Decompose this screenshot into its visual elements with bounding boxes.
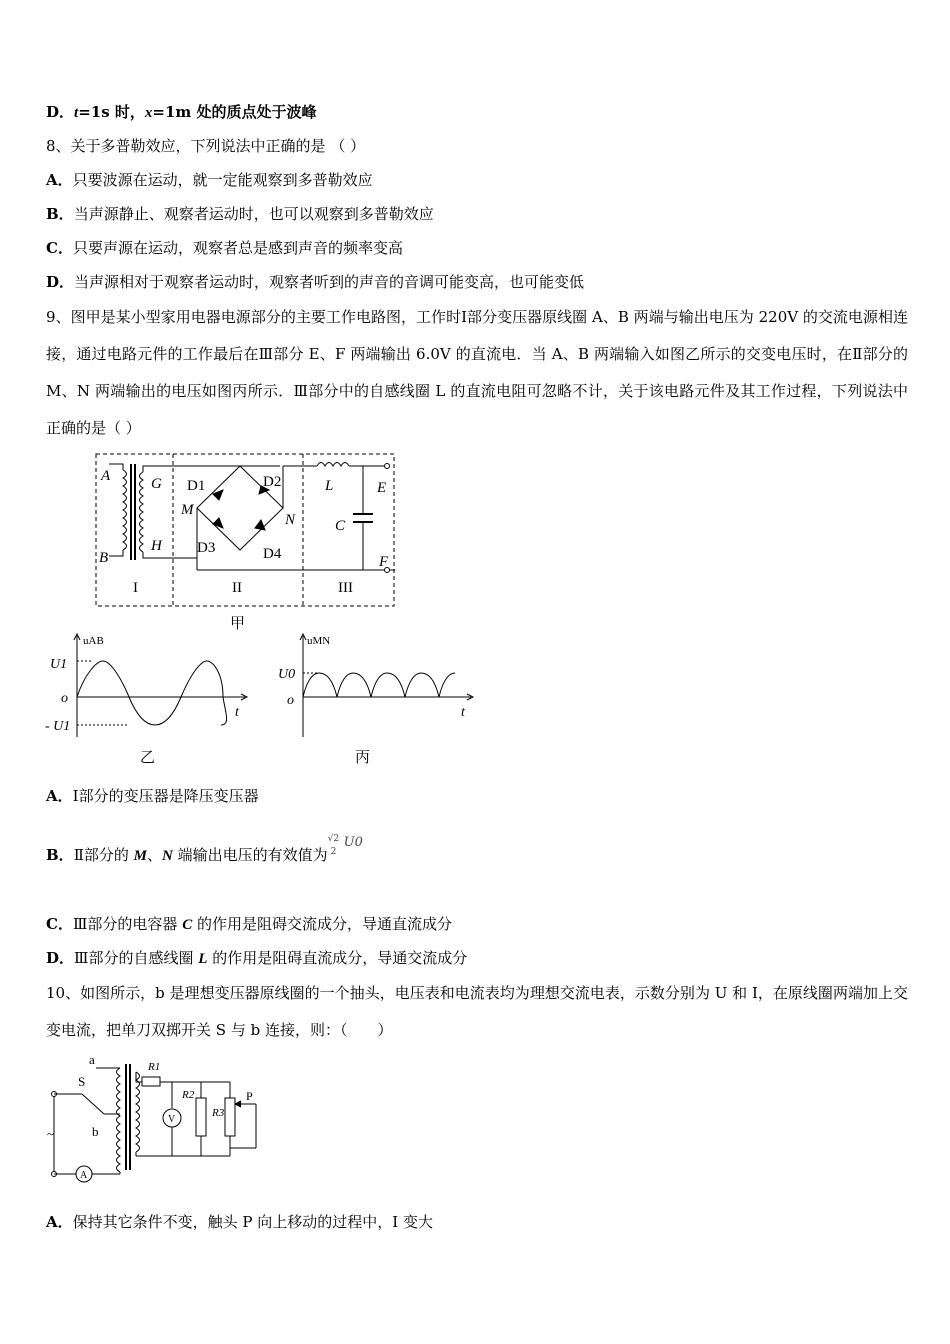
label-e: E xyxy=(377,480,387,496)
diode-d4 xyxy=(255,520,265,530)
label-d2: D2 xyxy=(263,474,282,490)
q9-stem: 9、图甲是某小型家用电器电源部分的主要工作电路图，工作时Ⅰ部分变压器原线圈 A、B 两端与输出电压为 220V 的交流电源相连接，通过电路元件的工作最后在Ⅲ部分 E、F 两端输出 6.0V 的直流电．当 A、B 两端输入如图乙所示的交变电压时，在Ⅱ部分的 M、N 两端输出的电压如图丙所示．Ⅲ部分中的自感线圈 L 的直流电阻可忽略不计，关于该电路元件及其工作过程，下列说法中正确的是（ ） xyxy=(46,308,908,437)
graph-yi-neg-u1: - U1 xyxy=(45,719,71,734)
label-d1: D1 xyxy=(187,478,206,494)
secondary-coil-q10 xyxy=(136,1072,140,1152)
q8-option-c: C．只要声源在运动，观察者总是感到声音的频率变高 xyxy=(46,239,403,257)
primary-coil-q10 xyxy=(117,1068,121,1172)
graph-bing-origin: o xyxy=(287,693,294,708)
q7-option-d: D．t=1s 时，x=1m 处的质点处于波峰 xyxy=(46,103,317,121)
diode-d3 xyxy=(213,518,223,528)
q9-option-b: B．Ⅱ部分的 M、N 端输出电压的有效值为 √2 2 U0 xyxy=(46,834,363,864)
q10-label-a: a xyxy=(89,1052,95,1067)
graph-yi-u1: U1 xyxy=(50,657,68,672)
label-m: M xyxy=(181,502,194,518)
q10-circuit-diagram xyxy=(44,1052,274,1187)
q10-voltmeter-label: V xyxy=(168,1114,176,1125)
graph-bing-rectified xyxy=(303,673,455,697)
label-d3: D3 xyxy=(197,540,216,556)
q10-label-p: P xyxy=(246,1089,253,1103)
label-n: N xyxy=(285,512,296,528)
q8-stem: 8、关于多普勒效应，下列说法中正确的是 （ ） xyxy=(46,137,366,155)
label-c: C xyxy=(335,518,346,534)
switch-s xyxy=(82,1094,104,1114)
label-h: H xyxy=(151,538,162,554)
q9-circuit-diagram xyxy=(95,450,405,635)
section-3-label: III xyxy=(338,580,353,596)
q10-label-b: b xyxy=(92,1124,99,1139)
graph-yi-t: t xyxy=(235,705,239,720)
graph-bing xyxy=(275,632,480,772)
q9-option-d: D．Ⅲ部分的自感线圈 L 的作用是阻碍直流成分，导通交流成分 xyxy=(46,949,468,967)
caption-yi: 乙 xyxy=(140,748,156,766)
label-g: G xyxy=(151,476,162,492)
q10-label-r1: R1 xyxy=(148,1061,161,1073)
q8-option-d: D．当声源相对于观察者运动时，观察者听到的声音的音调可能变高，也可能变低 xyxy=(46,273,585,291)
q9-option-a: A．Ⅰ部分的变压器是降压变压器 xyxy=(46,787,259,805)
label-a: A xyxy=(101,468,111,484)
q8-option-a: A．只要波源在运动，就一定能观察到多普勒效应 xyxy=(46,171,373,189)
secondary-coil xyxy=(140,472,144,552)
q10-stem: 10、如图所示，b 是理想变压器原线圈的一个抽头，电压表和电流表均为理想交流电表，示数分别为 U 和 I，在原线圈两端加上交变电流，把单刀双掷开关 S 与 b 连接，则：（ ） xyxy=(46,984,908,1039)
q10-label-r3: R3 xyxy=(212,1107,225,1119)
label-f: F xyxy=(379,554,389,570)
inductor-l xyxy=(317,463,349,467)
graph-yi-sine xyxy=(77,661,227,725)
label-l: L xyxy=(325,478,334,494)
q10-option-a: A．保持其它条件不变，触头 P 向上移动的过程中，I 变大 xyxy=(46,1213,433,1231)
q9-option-c: C．Ⅲ部分的电容器 C 的作用是阻碍交流成分，导通直流成分 xyxy=(46,915,452,933)
q10-label-s: S xyxy=(78,1074,86,1089)
graph-bing-ylabel: uMN xyxy=(307,635,331,647)
caption-bing: 丙 xyxy=(355,748,371,766)
q10-ammeter-label: A xyxy=(80,1170,88,1181)
label-b: B xyxy=(99,550,109,566)
q10-label-r2: R2 xyxy=(182,1089,195,1101)
graph-yi xyxy=(45,632,260,772)
section-2-label: II xyxy=(232,580,242,596)
resistor-r1 xyxy=(142,1077,160,1086)
resistor-r3 xyxy=(225,1098,235,1136)
graph-bing-t: t xyxy=(461,705,465,720)
q8-option-b: B．当声源静止、观察者运动时，也可以观察到多普勒效应 xyxy=(46,205,434,223)
graph-bing-u0: U0 xyxy=(278,667,296,682)
section-1-label: I xyxy=(133,580,138,596)
label-d4: D4 xyxy=(263,546,282,562)
graph-yi-origin: o xyxy=(61,691,68,706)
q9-option-b-formula: √2 2 U0 xyxy=(327,834,363,857)
q10-ac-symbol: ~ xyxy=(47,1126,55,1141)
resistor-r2 xyxy=(196,1098,206,1136)
caption-jia: 甲 xyxy=(230,614,246,632)
graph-yi-ylabel: uAB xyxy=(83,635,104,647)
primary-coil xyxy=(123,470,127,550)
